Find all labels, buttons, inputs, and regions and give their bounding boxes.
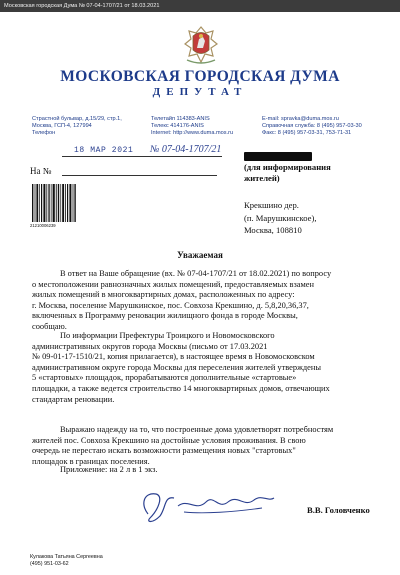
executor-name: Кулакова Татьяна Сергеевна (30, 554, 103, 560)
contacts-address (32, 116, 122, 138)
date-line (62, 156, 222, 157)
contacts-line: Факс: 8 (495) 957-03-31, 753-71-31 (262, 130, 352, 137)
paragraph-line: очередь не перестаю искать возможности размещения новых "стартовых" (32, 446, 296, 456)
paragraph-hope (32, 425, 374, 467)
contacts-line: Телефон (32, 130, 56, 137)
address-line: (п. Марушкинское), (244, 212, 317, 223)
redacted-recipient-name (244, 152, 312, 161)
contacts-line: Internet: http://www.duma.mos.ru (151, 130, 234, 137)
org-subtitle: ДЕПУТАТ (152, 86, 248, 98)
paragraph-line: 5 «стартовых» площадок, прорабатываются дополнительные «стартовые» (32, 373, 297, 383)
address-line: Москва, 108810 (244, 225, 302, 235)
contacts-line: Справочная служба: 8 (495) 957-03-30 (262, 123, 362, 130)
paragraph-line: г. Москва, поселение Марушкинское, пос. Совхоза Крекшино, д. 5,8,20,36,37, (32, 300, 309, 310)
paragraph-line: административных округов города Москвы (письмо от 17.03.2021 (32, 341, 268, 351)
paragraph-line: жителей пос. Совхоза Крекшино на достойные условия проживания. В свою (32, 435, 306, 445)
address-line: Крекшино дер. (244, 200, 299, 210)
contacts-line: E-mail: spravka@duma.mos.ru (262, 116, 339, 122)
moscow-coat-of-arms-icon (181, 24, 221, 66)
window-title-bar: Московская городская Дума № 07-04-1707/21 от 18.03.2021 (0, 0, 400, 12)
registration-date-stamp: 18 МАР 2021 (74, 146, 134, 155)
na-number-line (62, 175, 217, 176)
executor-phone: (495) 951-03-62 (30, 561, 69, 567)
paragraph-line: Выражаю надежду на то, что построенные дома удовлетворят потребностям (60, 425, 334, 434)
contacts-line: Телекс 414176-ANIS (151, 123, 204, 130)
paragraph-line: площадок в границах поселения. (32, 456, 150, 466)
greeting: Уважаемая (177, 250, 223, 260)
registration-number: № 07-04-1707/21 (150, 144, 222, 155)
org-name: МОСКОВСКАЯ ГОРОДСКАЯ ДУМА (60, 68, 340, 85)
recipient-address (244, 199, 316, 237)
recipient-line: жителей) (244, 172, 280, 183)
signer-name: В.В. Головченко (307, 505, 370, 515)
paragraph-line: По информации Префектуры Троицкого и Новомосковского (60, 331, 275, 340)
paragraph-line: о местоположении равнозначных жилых помещений, предоставляемых взамен (32, 279, 315, 289)
paragraph-line: включенных в Программу реновации жилищного фонда в городе Москвы, (32, 311, 298, 321)
contacts-line: Телетайп 114383-ANIS (151, 116, 210, 122)
barcode (32, 184, 76, 222)
paragraph-line: стандартам реновации. (32, 394, 115, 404)
recipient (244, 162, 331, 183)
paragraph-line: административном округе города Москвы для переселения жителей утверждены (32, 362, 321, 372)
handwritten-signature (134, 484, 280, 524)
paragraph-line: жилых помещений в многоквартирных домах, расположенных по адресу: (32, 290, 295, 300)
paragraph-line: площадки, а также ведется строительство 14 многоквартирных домов, отвечающих (32, 383, 330, 393)
appendix-note: Приложение: на 2 л в 1 экз. (60, 465, 158, 474)
contacts-line: Страстной бульвар, д.15/29, стр.1, (32, 116, 122, 122)
paragraph-prefecture (32, 331, 374, 405)
barcode-number: 21210006239 (30, 223, 56, 228)
contacts-email (262, 116, 362, 138)
recipient-line: (для информирования (244, 162, 331, 172)
na-number-label: На № (30, 166, 52, 176)
paragraph-line: № 09-01-17-1510/21, копия прилагается), в настоящее время в Новомосковском (32, 352, 315, 362)
paragraph-line: В ответ на Ваше обращение (вх. № 07-04-1707/21 от 18.02.2021) по вопросу (60, 269, 332, 278)
paragraph-request (32, 269, 374, 333)
paragraph-line: сообщаю. (32, 321, 67, 331)
contacts-line: Москва, ГСП-4, 127994 (32, 123, 92, 130)
contacts-teletype (151, 116, 233, 138)
executor-info (30, 554, 103, 568)
